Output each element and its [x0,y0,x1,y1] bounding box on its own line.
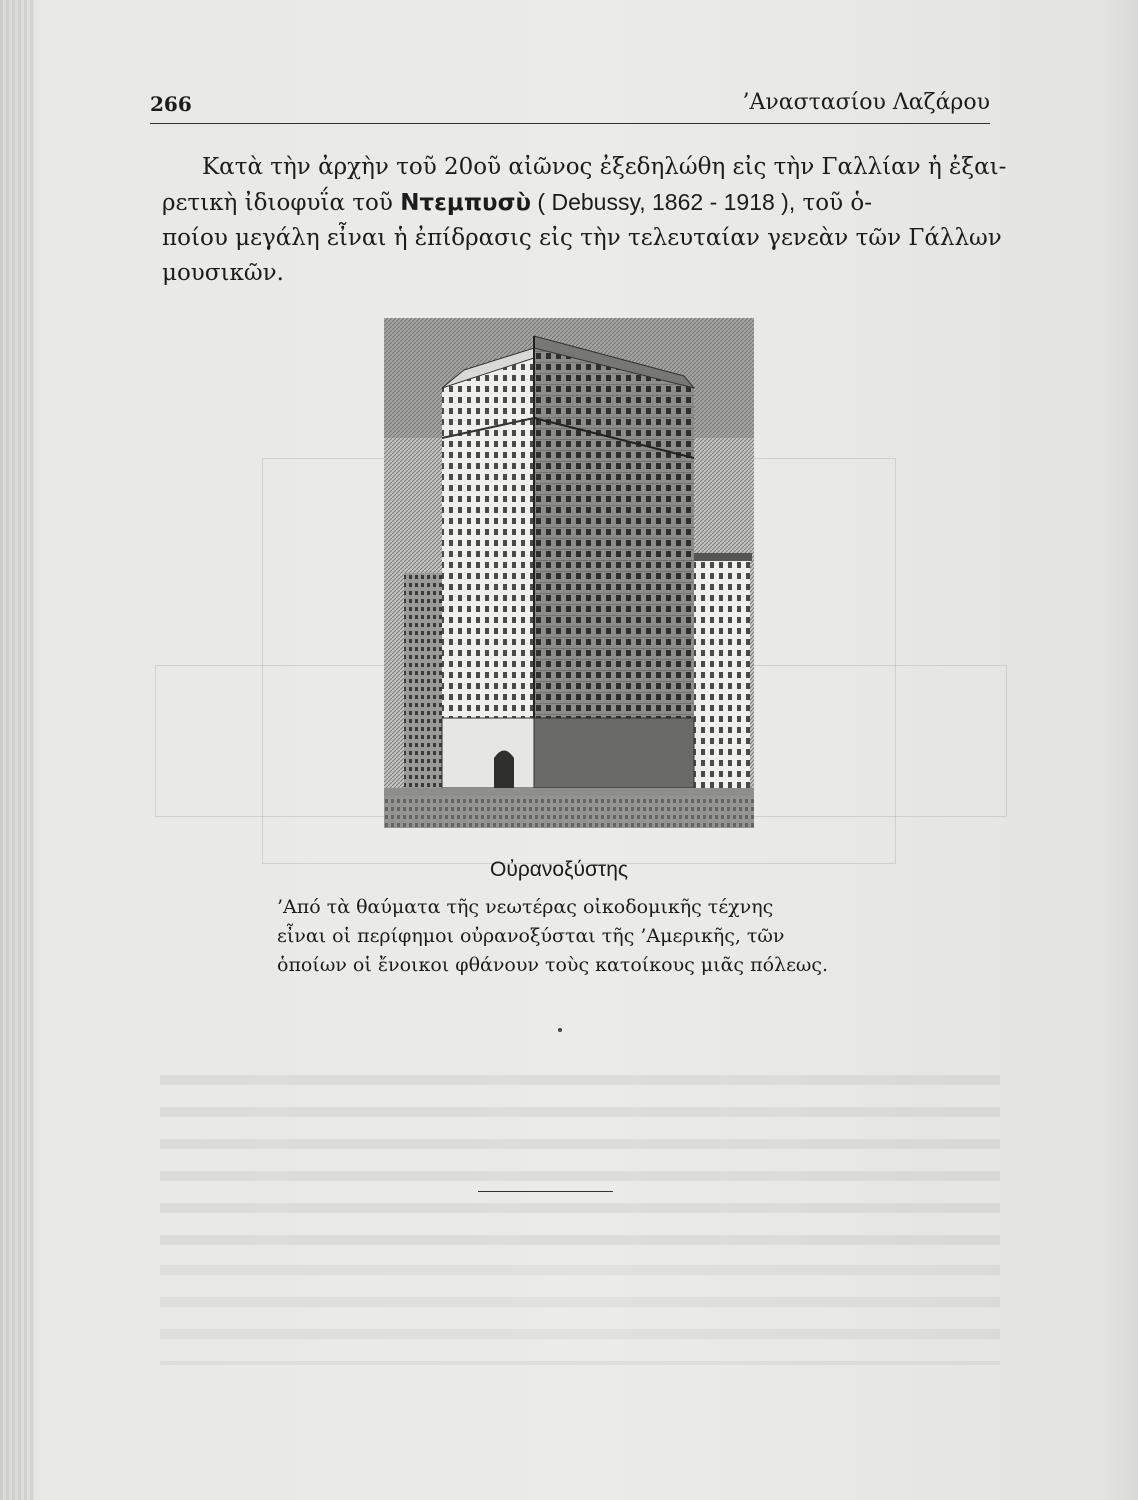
bleed-through-block [160,1265,1000,1365]
caption-line: εἶναι οἱ περίφημοι οὐρανοξύσται τῆς ’Αμερικῆς, τῶν [277,925,785,947]
paragraph-line [162,185,988,221]
caption-line: ’Από τὰ θαύματα τῆς νεωτέρας οἰκοδομικῆς τέχνης [277,896,774,918]
ink-speck [558,1028,562,1032]
paragraph-line: μουσικῶν. [162,260,284,286]
page-number: 266 [150,92,192,116]
page-edge [0,0,34,1500]
paragraph-text: ρετικὴ ἰδιοφυΐα τοῦ [162,190,401,216]
page-header [150,90,990,120]
composer-name-latin: ( Debussy, 1862 - 1918 ), [531,189,796,215]
bleed-through-block [160,1075,1000,1255]
caption-line: ὁποίων οἱ ἔνοικοι φθάνουν τοὺς κατοίκους μιᾶς πόλεως. [277,954,829,976]
header-rule [150,123,990,124]
paragraph-line: Κατὰ τὴν ἀρχὴν τοῦ 20οῦ αἰῶνος ἐξεδηλώθη εἰς τὴν Γαλλίαν ἡ ἐξαι- [202,154,1007,180]
paragraph-text: τοῦ ὁ- [795,190,873,216]
skyscraper-illustration [384,318,754,828]
running-head: ’Αναστασίου Λαζάρου [742,90,990,115]
body-paragraph [162,150,1007,291]
figure-caption [277,893,837,980]
figure-title: Οὐρανοξύστης [490,858,629,881]
paragraph-line: ποίου μεγάλη εἶναι ἡ ἐπίδρασις εἰς τὴν τελευταίαν γενεὰν τῶν Γάλλων [162,225,1002,251]
composer-name-greek: Ντεμπυσὺ [400,190,532,216]
